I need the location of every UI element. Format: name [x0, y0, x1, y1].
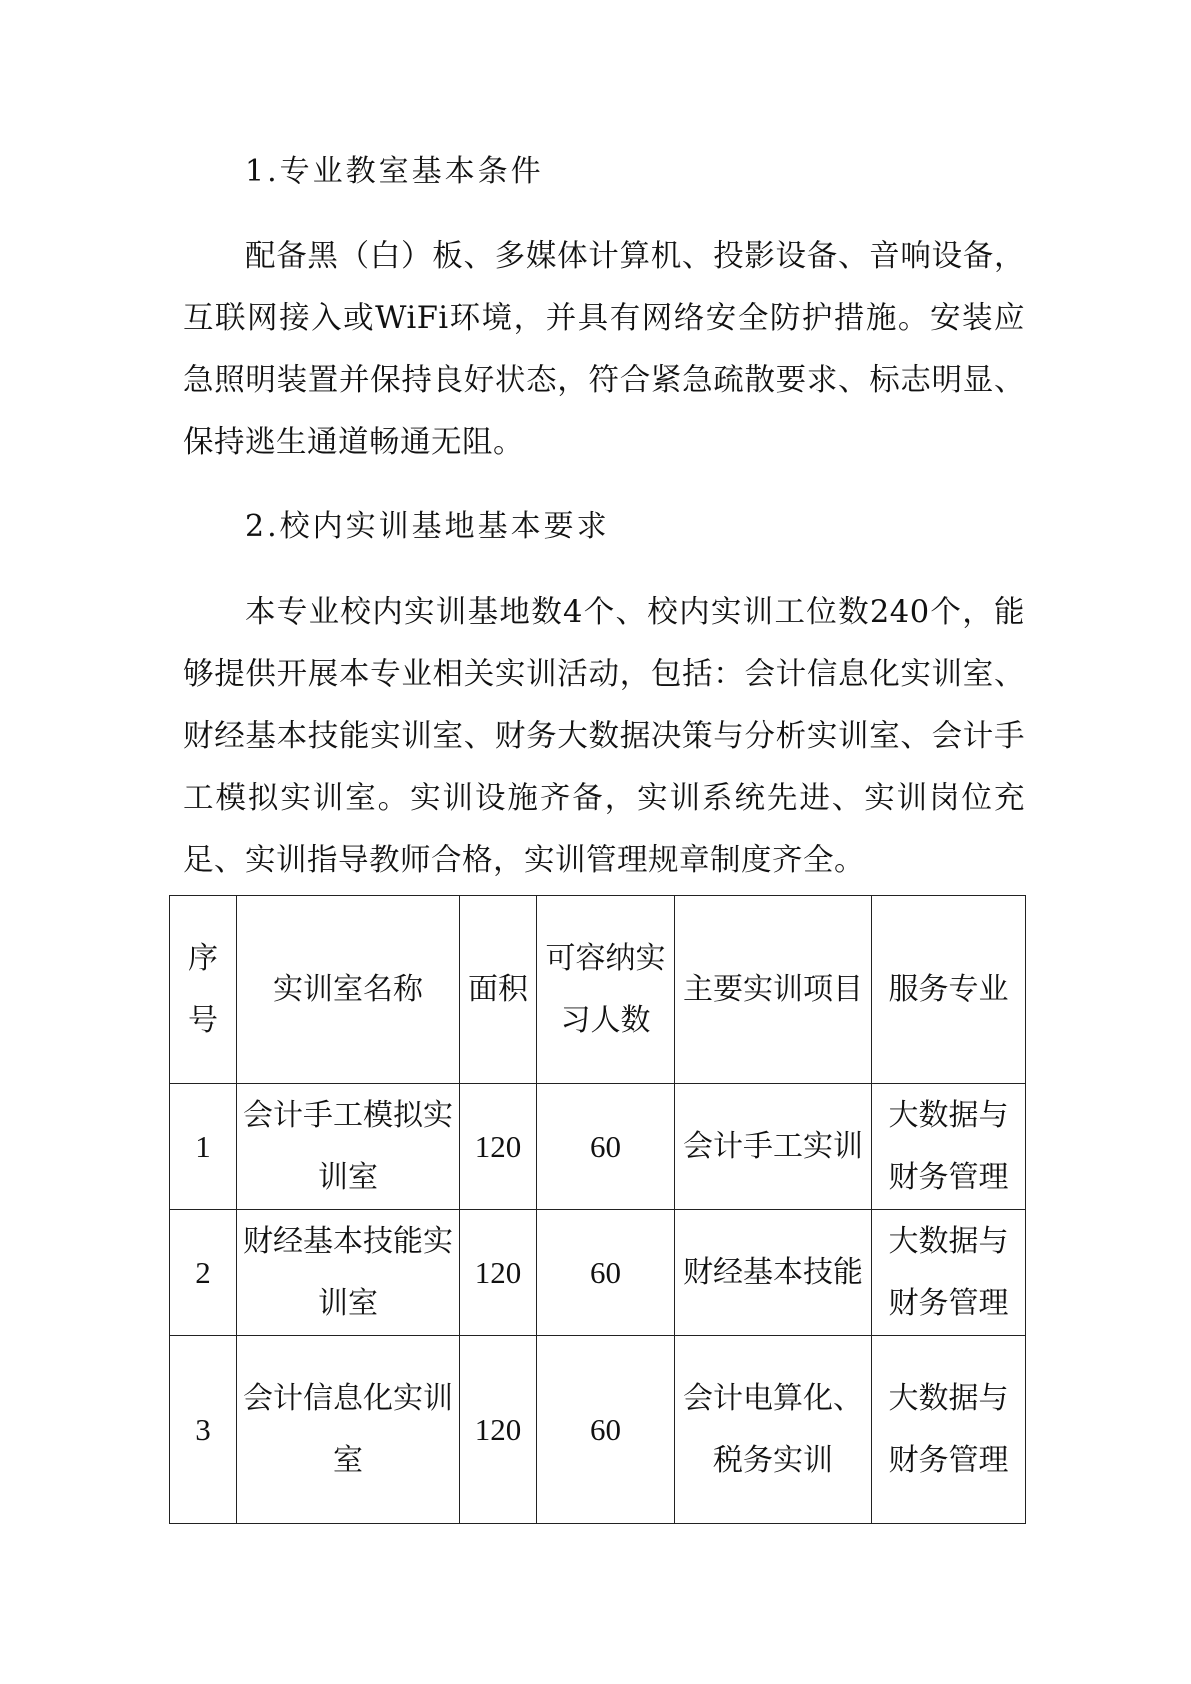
header-index: 序号 — [170, 896, 237, 1084]
cell-area: 120 — [460, 1084, 537, 1210]
cell-index: 3 — [170, 1336, 237, 1524]
cell-index: 1 — [170, 1084, 237, 1210]
section-paragraph-1: 配备黑（白）板、多媒体计算机、投影设备、音响设备，互联网接入或WiFi环境，并具有网络安全防护措施。安装应急照明装置并保持良好状态，符合紧急疏散要求、标志明显、保持逃生通道畅通无阻。 — [183, 239, 1025, 460]
header-service-major: 服务专业 — [872, 896, 1026, 1084]
cell-capacity: 60 — [537, 1084, 675, 1210]
header-room-name: 实训室名称 — [237, 896, 460, 1084]
cell-main-projects: 会计电算化、税务实训 — [675, 1336, 872, 1524]
cell-room-name: 会计手工模拟实训室 — [237, 1084, 460, 1210]
table-row — [170, 1336, 1026, 1524]
table-header-row — [170, 896, 1026, 1084]
cell-service-major: 大数据与财务管理 — [872, 1084, 1026, 1210]
section-heading-2: 2.校内实训基地基本要求 — [245, 509, 610, 544]
cell-index: 2 — [170, 1210, 237, 1336]
section-heading-1: 1.专业教室基本条件 — [245, 154, 544, 189]
training-room-table — [169, 895, 1026, 1524]
cell-area: 120 — [460, 1336, 537, 1524]
cell-room-name: 会计信息化实训室 — [237, 1336, 460, 1524]
header-area: 面积 — [460, 896, 537, 1084]
header-capacity: 可容纳实习人数 — [537, 896, 675, 1084]
table-row — [170, 1084, 1026, 1210]
cell-service-major: 大数据与财务管理 — [872, 1336, 1026, 1524]
cell-capacity: 60 — [537, 1336, 675, 1524]
section-paragraph-2: 本专业校内实训基地数4个、校内实训工位数240个，能够提供开展本专业相关实训活动，包括：会计信息化实训室、财经基本技能实训室、财务大数据决策与分析实训室、会计手工模拟实训室。实训设施齐备，实训系统先进、实训岗位充足、实训指导教师合格，实训管理规章制度齐全。 — [183, 595, 1025, 878]
table-row — [170, 1210, 1026, 1336]
cell-room-name: 财经基本技能实训室 — [237, 1210, 460, 1336]
cell-main-projects: 会计手工实训 — [675, 1084, 872, 1210]
cell-area: 120 — [460, 1210, 537, 1336]
header-main-projects: 主要实训项目 — [675, 896, 872, 1084]
cell-capacity: 60 — [537, 1210, 675, 1336]
cell-main-projects: 财经基本技能 — [675, 1210, 872, 1336]
cell-service-major: 大数据与财务管理 — [872, 1210, 1026, 1336]
